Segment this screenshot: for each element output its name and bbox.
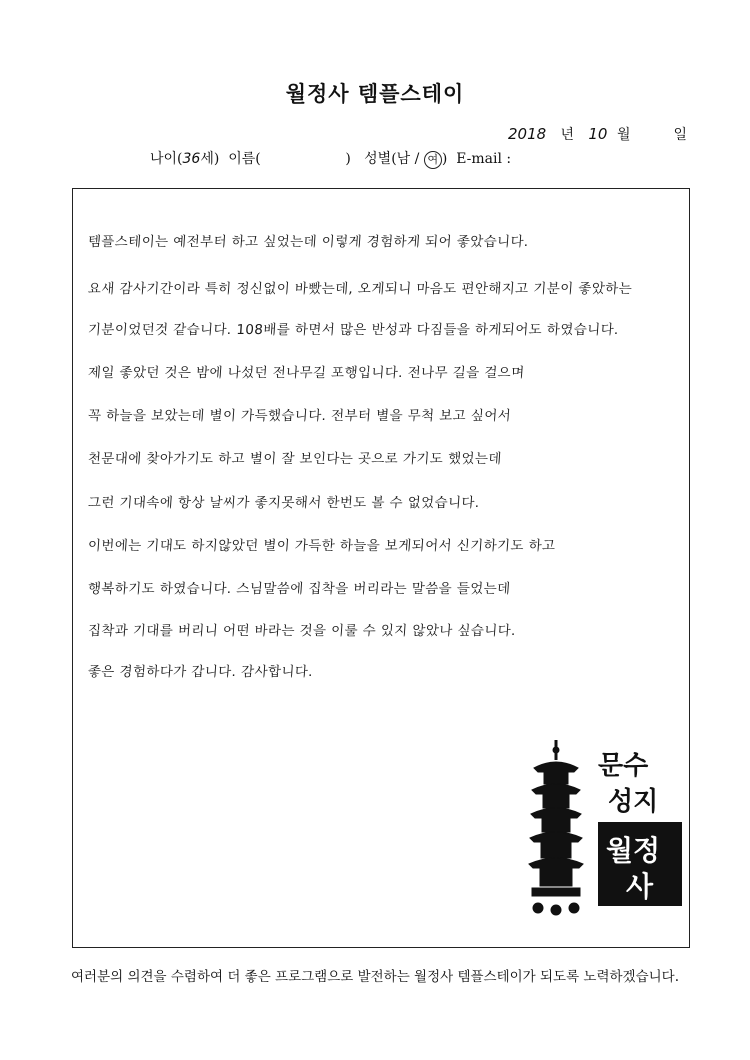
body-line: 제일 좋았던 것은 밤에 나섰던 전나무길 포행입니다. 전나무 길을 걸으며 (87, 365, 526, 381)
age-unit: 세) (200, 151, 220, 167)
body-line: 그런 기대속에 항상 날씨가 좋지못해서 한번도 볼 수 없었습니다. (87, 495, 481, 511)
age-value: 36 (182, 151, 201, 167)
date-month-suffix: 월 (616, 127, 631, 143)
age-label: 나이( (150, 151, 183, 167)
body-line: 천문대에 찾아가기도 하고 별이 잘 보인다는 곳으로 가기도 했었는데 (87, 451, 503, 467)
seal-text-bottom-1: 월정 (606, 834, 661, 867)
temple-seal-logo (528, 738, 688, 918)
date-year: 2018 (508, 125, 547, 143)
seal-text-mid: 성지 (608, 787, 659, 817)
gender-label: 성별(남 / (364, 151, 420, 167)
date-row (508, 124, 687, 144)
body-line: 집착과 기대를 버리니 어떤 바라는 것을 이룰 수 있지 않았나 싶습니다. (87, 623, 517, 639)
info-row (150, 148, 511, 169)
date-year-suffix: 년 (560, 127, 575, 143)
pagoda-icon (529, 740, 583, 915)
gender-close: ) (441, 151, 448, 167)
body-line: 기분이었던것 같습니다. 108배를 하면서 많은 반성과 다짐들을 하게되어도 하였습니다. (87, 322, 620, 338)
email-label: E-mail : (456, 151, 512, 167)
body-line: 좋은 경험하다가 갑니다. 감사합니다. (87, 664, 314, 680)
body-line: 템플스테이는 예전부터 하고 싶었는데 이렇게 경험하게 되어 좋았습니다. (87, 234, 530, 250)
footer-note: 여러분의 의견을 수렴하여 더 좋은 프로그램으로 발전하는 월정사 템플스테이가 되도록 노력하겠습니다. (71, 969, 679, 985)
seal-text-top: 문수 (598, 751, 649, 781)
form-title: 월정사 템플스테이 (285, 81, 465, 106)
seal-text-bottom-2: 사 (626, 870, 654, 903)
body-line: 꼭 하늘을 보았는데 별이 가득했습니다. 전부터 별을 무척 보고 싶어서 (87, 408, 512, 424)
body-line: 요새 감사기간이라 특히 정신없이 바빴는데, 오게되니 마음도 편안해지고 기분이 좋았하는 (87, 281, 633, 297)
body-line: 행복하기도 하였습니다. 스님말씀에 집착을 버리라는 말씀을 들었는데 (87, 581, 512, 597)
date-month: 10 (588, 125, 608, 143)
body-line: 이번에는 기대도 하지않았던 별이 가득한 하늘을 보게되어서 신기하기도 하고 (87, 538, 557, 554)
date-day-suffix: 일 (673, 127, 687, 143)
name-label: 이름( (228, 151, 261, 167)
name-close: ) (345, 151, 351, 167)
gender-female-circled: 여 (424, 151, 442, 169)
